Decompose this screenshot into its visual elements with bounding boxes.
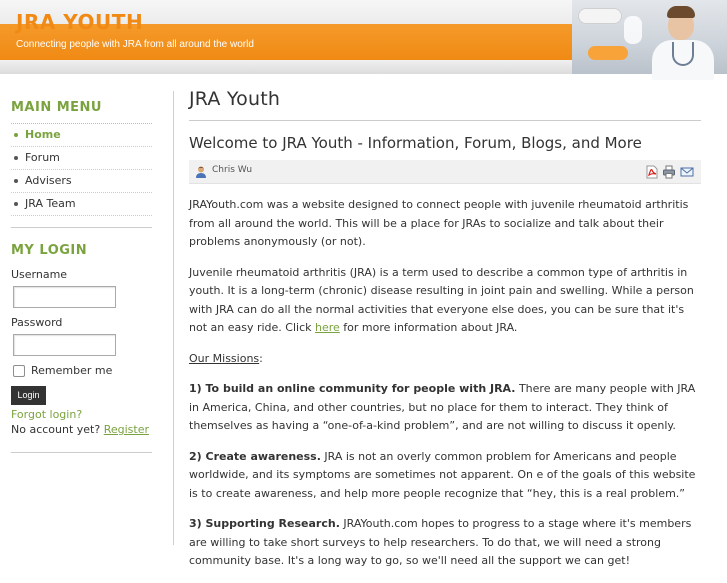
remember-me-checkbox[interactable]	[13, 365, 25, 377]
about-text-end: for more information about JRA.	[339, 321, 518, 334]
about-paragraph	[189, 264, 701, 338]
sidebar-bottom-divider	[11, 452, 152, 453]
missions-colon: :	[259, 351, 263, 365]
pdf-icon[interactable]	[645, 165, 659, 179]
bullet-icon	[14, 179, 18, 183]
password-input[interactable]	[13, 334, 116, 356]
mission-heading: 3) Supporting Research.	[189, 517, 340, 530]
sidebar-divider	[11, 216, 152, 228]
menu-item-label: Home	[25, 128, 61, 141]
no-account-text: No account yet?	[11, 423, 101, 436]
article-body	[189, 196, 701, 571]
password-label: Password	[11, 316, 63, 329]
print-icon[interactable]	[662, 165, 676, 179]
missions-heading: Our Missions	[189, 351, 260, 365]
menu-item-advisers[interactable]	[11, 170, 152, 193]
register-link[interactable]: Register	[103, 423, 149, 436]
sidebar	[11, 94, 152, 453]
mission-text: JRAYouth.com hopes to progress to a stage where it's members are willing to take short surveys to help researchers. To do that, we will need a strong community base. It's a long way to go, so we'll need all the support we can get!	[189, 517, 692, 567]
missions-heading-paragraph	[189, 350, 701, 369]
column-divider	[173, 91, 174, 545]
site-slogan: Connecting people with JRA from all around the world	[16, 39, 254, 50]
mission-heading: 2) Create awareness.	[189, 449, 321, 463]
menu-item-label: JRA Team	[25, 197, 76, 210]
forgot-login-link[interactable]: Forgot login?	[11, 408, 83, 421]
page-title: JRA Youth	[189, 88, 701, 121]
author-name: Chris Wu	[212, 165, 253, 175]
about-text: Juvenile rheumatoid arthritis (JRA) is a term used to describe a common type of arthritis in youth. It is a long-term (chronic) disease resulting in joint pain and swelling. While a person with JRA can do all the normal activities that everyone else does, you can be sure that it's not an easy ride. Click	[189, 265, 694, 334]
mission-text: There are many people with JRA in America, China, and other countries, but no place for them to interact. They think of themselves as having a “one-of-a-kind problem”, and are not willing to discuss it openly.	[189, 382, 696, 432]
main-content	[189, 88, 701, 583]
user-icon	[194, 165, 208, 179]
article-title[interactable]: Welcome to JRA Youth - Information, Forum, Blogs, and More	[189, 134, 642, 152]
stethoscope-image	[672, 42, 694, 66]
mission-paragraph	[189, 380, 701, 436]
bullet-icon	[14, 202, 18, 206]
bullet-icon	[14, 156, 18, 160]
here-link[interactable]: here	[315, 321, 340, 334]
username-label: Username	[11, 268, 68, 281]
remember-me-label[interactable]: Remember me	[31, 364, 113, 377]
email-icon[interactable]	[680, 165, 694, 179]
header-doctor-image	[572, 0, 727, 74]
remember-me-row	[11, 364, 152, 378]
mission-text: JRA is not an overly common problem for Americans and people worldwide, and its symptoms are sometimes not apparent. On e of the goals of this website is to create awareness, and help more people recognize that “hey, this is a real problem.”	[189, 449, 696, 500]
pill-image	[624, 16, 642, 44]
menu-item-label: Advisers	[25, 174, 72, 187]
menu-item-label: Forum	[25, 151, 60, 164]
menu-item-home[interactable]	[11, 124, 152, 147]
username-input[interactable]	[13, 286, 116, 308]
login-button[interactable]: Login	[11, 386, 46, 405]
mission-paragraph	[189, 515, 701, 571]
site-title[interactable]: JRA YOUTH	[16, 10, 144, 34]
no-account-row	[11, 423, 152, 436]
menu-item-jra-team[interactable]	[11, 193, 152, 216]
login-title: MY LOGIN	[11, 243, 88, 258]
main-menu-title: MAIN MENU	[11, 100, 152, 124]
mission-heading: 1) To build an online community for people with JRA.	[189, 382, 516, 395]
mission-paragraph	[189, 448, 701, 504]
article-info-bar	[189, 160, 701, 184]
site-header	[0, 0, 727, 78]
bullet-icon	[14, 133, 18, 137]
intro-paragraph: JRAYouth.com was a website designed to connect people with juvenile rheumatoid arthritis from all around the world. This will be a place for JRAs to socialize and talk about their problems anonymously (or not).	[189, 198, 689, 248]
menu-item-forum[interactable]	[11, 147, 152, 170]
main-menu	[11, 124, 152, 216]
pill-bottle-image	[578, 8, 622, 24]
pill-image	[588, 46, 628, 60]
doctor-hair-image	[667, 6, 695, 18]
